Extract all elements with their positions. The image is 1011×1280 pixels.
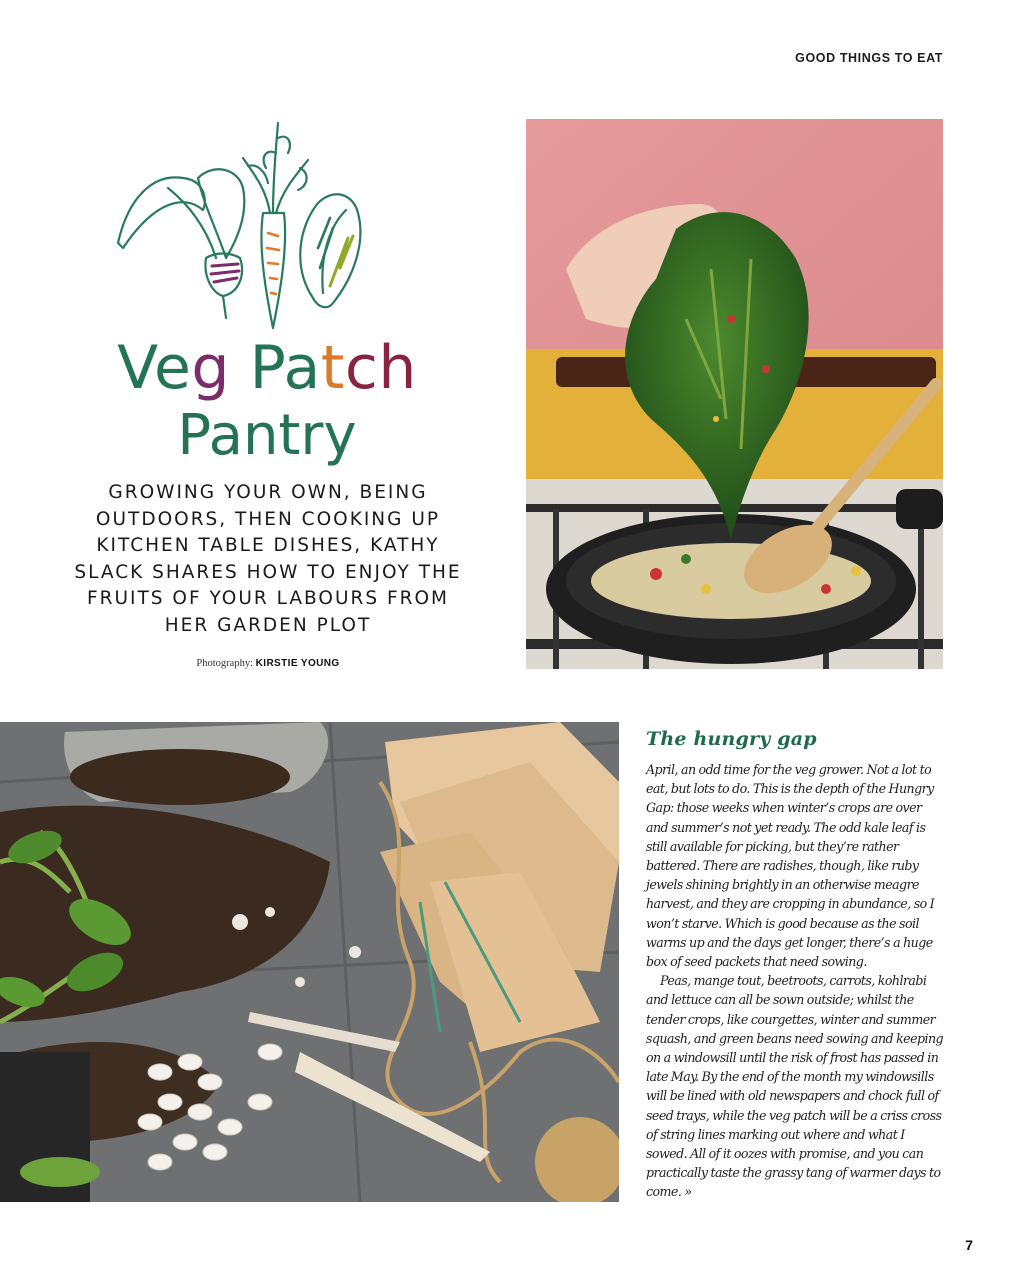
article-body xyxy=(646,760,946,1202)
body-paragraph: April, an odd time for the veg grower. Not a lot to eat, but lots to do. This is the depth of the Hungry Gap: those weeks when winter’s crops are over and summer’s not yet ready. The odd kale leaf is still available for picking, but they’re rather battered. There are radishes, though, like ruby jewels shining brightly in an otherwise meagre harvest, and they are cropping in abundance, so I won’t starve. Which is good because as the soil warms up and the days get longer, there’s a huge box of seed packets that need sowing. xyxy=(646,762,935,970)
title-part: Ve xyxy=(117,333,192,403)
article-title xyxy=(60,330,474,466)
article-subhead: The hungry gap xyxy=(646,728,817,750)
title-line-1 xyxy=(60,330,474,406)
cooking-photo xyxy=(526,119,943,669)
title-part: Pa xyxy=(230,333,321,403)
title-line-2: Pantry xyxy=(177,403,357,468)
title-part: g xyxy=(191,333,230,403)
page-number: 7 xyxy=(965,1237,973,1253)
standfirst: GROWING YOUR OWN, BEING OUTDOORS, THEN COOKING UP KITCHEN TABLE DISHES, KATHY SLACK SHARES HOW TO ENJOY THE FRUITS OF YOUR LABOURS FROM HER GARDEN PLOT xyxy=(74,482,462,636)
photo-credit xyxy=(70,658,466,669)
title-part: t xyxy=(320,333,345,403)
body-paragraph: Peas, mange tout, beetroots, carrots, kohlrabi and lettuce can all be sown outside; whilst the tender crops, like courgettes, winter and summer squash, and green beans need sowing and keeping on a windowsill until the risk of frost has passed in late May. By the end of the month my windowsills will be lined with old newspapers and chock full of seed trays, while the veg patch will be a criss cross of string lines marking out where and what I sowed. All of it oozes with promise, and you can practically taste the grassy tang of warmer days to come. » xyxy=(646,973,944,1200)
section-label: GOOD THINGS TO EAT xyxy=(795,51,943,65)
beetroot-carrot-lettuce-illustration-icon xyxy=(108,118,368,333)
seeds-photo xyxy=(0,722,619,1202)
credit-label: Photography: xyxy=(196,658,256,669)
credit-name: KIRSTIE YOUNG xyxy=(255,658,340,669)
title-part: h xyxy=(378,333,417,403)
title-part: c xyxy=(344,333,379,403)
